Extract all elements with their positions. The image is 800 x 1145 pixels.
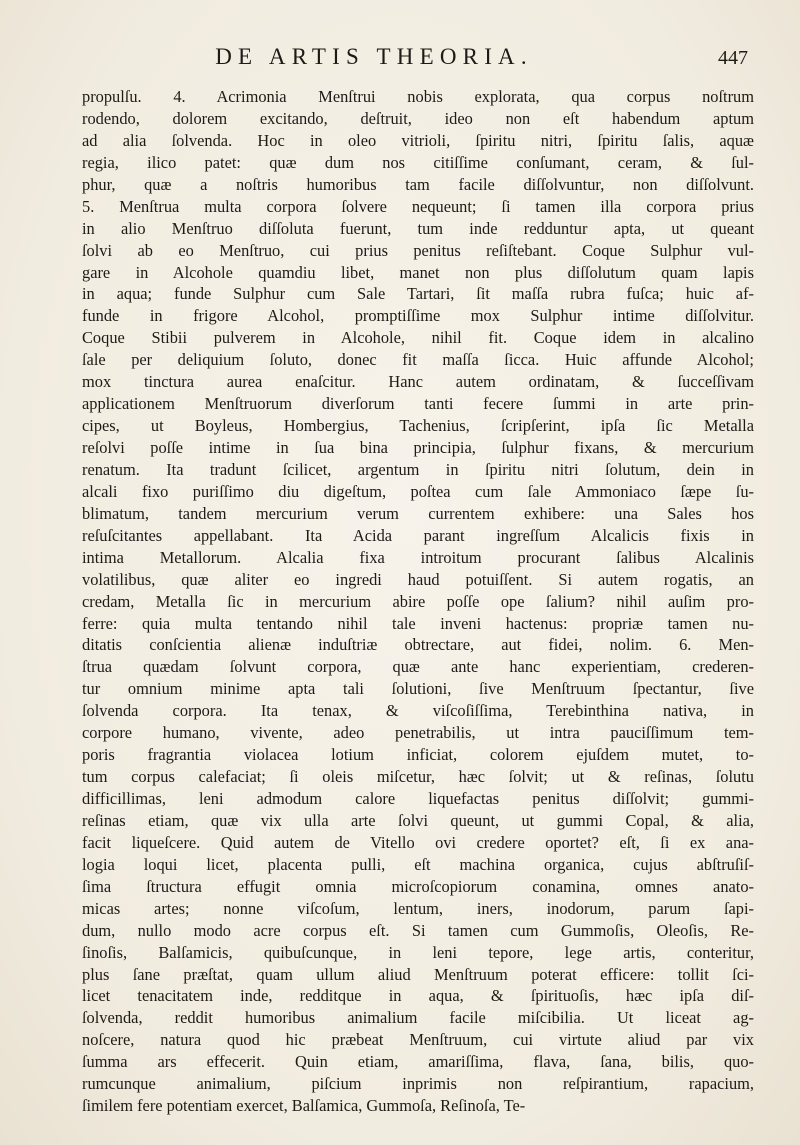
text-line: rumcunque animalium, piſcium inprimis non reſpirantium, rapacium, bbox=[82, 1074, 754, 1094]
text-line: difficillimas, leni admodum calore liquefactas penitus diſſolvit; gummi- bbox=[82, 789, 754, 808]
text-line: micas artes; nonne viſcoſum, lentum, iners, inodorum, parum ſapi- bbox=[82, 898, 754, 918]
text-line: renatum. Ita tradunt ſcilicet, argentum in ſpiritu nitri ſolutum, dein in bbox=[82, 459, 754, 479]
body-text bbox=[82, 86, 754, 1117]
text-line: tum corpus calefaciat; ſi oleis miſcetur, hæc ſolvit; ut & reſinas, ſolutu bbox=[82, 767, 754, 787]
text-line: ſtrua quædam ſolvunt corpora, quæ ante hanc experientiam, crederen- bbox=[82, 657, 754, 677]
text-line: reſuſcitantes appellabant. Ita Acida parant ingreſſum Alcalicis fixis in bbox=[82, 525, 754, 545]
text-line: poris fragrantia violacea lotium inficiat, colorem ejuſdem mutet, to- bbox=[82, 745, 754, 765]
text-line: gare in Alcohole quamdiu libet, manet non plus diſſolutum quam lapis bbox=[82, 262, 754, 282]
text-line: in alio Menſtruo diſſoluta fuerunt, tum inde redduntur apta, ut queant bbox=[82, 218, 754, 238]
text-line: rodendo, dolorem excitando, deſtruit, ideo non eſt habendum aptum bbox=[82, 108, 754, 128]
text-line: facit liqueſcere. Quid autem de Vitello ovi credere oportet? eſt, ſi ex ana- bbox=[82, 832, 754, 852]
text-line: ferre: quia multa tentando nihil tale inveni hactenus: propriæ tamen nu- bbox=[82, 613, 754, 633]
text-line: ditatis conſcientia alienæ induſtriæ obtrectare, aut fidei, nolim. 6. Men- bbox=[82, 635, 754, 655]
text-line: ſolvi ab eo Menſtruo, cui prius penitus reſiſtebant. Coque Sulphur vul- bbox=[82, 240, 754, 260]
page-number: 447 bbox=[718, 47, 748, 69]
text-line: ſale per deliquium ſoluto, donec fit maſſa ſicca. Huic affunde Alcohol; bbox=[82, 350, 754, 370]
text-line: credam, Metalla ſic in mercurium abire poſſe ope ſalium? nihil auſim pro- bbox=[82, 591, 754, 611]
text-line: dum, nullo modo acre corpus eſt. Si tamen cum Gummoſis, Oleoſis, Re- bbox=[82, 920, 754, 940]
text-line: ſimilem fere potentiam exercet, Balſamica, Gummoſa, Reſinoſa, Te- bbox=[82, 1096, 526, 1116]
text-line: volatilibus, quæ aliter eo ingredi haud potuiſſent. Si autem rogatis, an bbox=[82, 569, 754, 589]
text-line: tur omnium minime apta tali ſolutioni, ſive Menſtruum ſpectantur, ſive bbox=[82, 679, 754, 699]
text-line: licet tenacitatem inde, redditque in aqua, & ſpirituoſis, hæc ipſa diſ- bbox=[82, 986, 754, 1006]
text-line: ſolvenda corpora. Ita tenax, & viſcoſiſſima, Terebinthina nativa, in bbox=[82, 701, 754, 721]
text-line: blimatum, tandem mercurium verum currentem exhibere: una Sales hos bbox=[82, 503, 754, 523]
text-line: ſima ſtructura effugit omnia microſcopiorum conamina, omnes anato- bbox=[82, 876, 754, 896]
text-line: logia loqui licet, placenta pulli, eſt machina organica, cujus abſtruſiſ- bbox=[82, 854, 754, 874]
text-line: reſinas etiam, quæ vix ulla arte ſolvi queunt, ut gummi Copal, & alia, bbox=[82, 810, 754, 830]
text-line: ſolvenda, reddit humoribus animalium facile miſcibilia. Ut liceat ag- bbox=[82, 1008, 754, 1028]
text-line: reſolvi poſſe intime in ſua bina principia, ſulphur fixans, & mercurium bbox=[82, 438, 754, 457]
text-line: ad alia ſolvenda. Hoc in oleo vitrioli, ſpiritu nitri, ſpiritu ſalis, aquæ bbox=[82, 130, 754, 150]
text-line: plus ſane præſtat, quam ullum aliud Menſtruum poterat efficere: tollit ſci- bbox=[82, 964, 754, 984]
text-line: funde in frigore Alcohol, promptiſſime mox Sulphur intime diſſolvitur. bbox=[82, 306, 754, 326]
text-line: propulſu. 4. Acrimonia Menſtrui nobis explorata, qua corpus noſtrum bbox=[82, 87, 754, 106]
text-line: ſinoſis, Balſamicis, quibuſcunque, in leni tepore, lege artis, conteritur, bbox=[82, 942, 754, 962]
text-line: applicationem Menſtruorum diverſorum tanti fecere ſummi in arte prin- bbox=[82, 394, 754, 414]
text-line: Coque Stibii pulverem in Alcohole, nihil fit. Coque idem in alcalino bbox=[82, 328, 754, 348]
text-line: alcali fixo puriſſimo diu digeſtum, poſtea cum ſale Ammoniaco ſæpe ſu- bbox=[82, 481, 754, 501]
text-line: 5. Menſtrua multa corpora ſolvere nequeunt; ſi tamen illa corpora prius bbox=[82, 196, 754, 216]
text-line: corpore humano, vivente, adeo penetrabilis, ut intra pauciſſimum tem- bbox=[82, 723, 754, 743]
text-line: in aqua; funde Sulphur cum Sale Tartari, ſit maſſa rubra fuſca; huic af- bbox=[82, 284, 754, 304]
running-head: DE ARTIS THEORIA. bbox=[215, 44, 533, 69]
text-line: phur, quæ a noſtris humoribus tam facile diſſolvuntur, non diſſolvunt. bbox=[82, 174, 754, 194]
text-line: mox tinctura aurea enaſcitur. Hanc autem ordinatam, & ſucceſſivam bbox=[82, 372, 754, 392]
text-line: cipes, ut Boyleus, Hombergius, Tachenius, ſcripſerint, ipſa ſic Metalla bbox=[82, 416, 754, 436]
text-line: regia, ilico patet: quæ dum nos citiſſime conſumant, ceram, & ſul- bbox=[82, 152, 754, 172]
text-line: ſumma ars effecerit. Quin etiam, amariſſima, flava, ſana, bilis, quo- bbox=[82, 1052, 754, 1072]
text-line: noſcere, natura quod hic præbeat Menſtruum, cui virtute aliud par vix bbox=[82, 1030, 754, 1050]
text-line: intima Metallorum. Alcalia fixa introitum procurant ſalibus Alcalinis bbox=[82, 547, 754, 567]
page-header bbox=[84, 44, 748, 80]
